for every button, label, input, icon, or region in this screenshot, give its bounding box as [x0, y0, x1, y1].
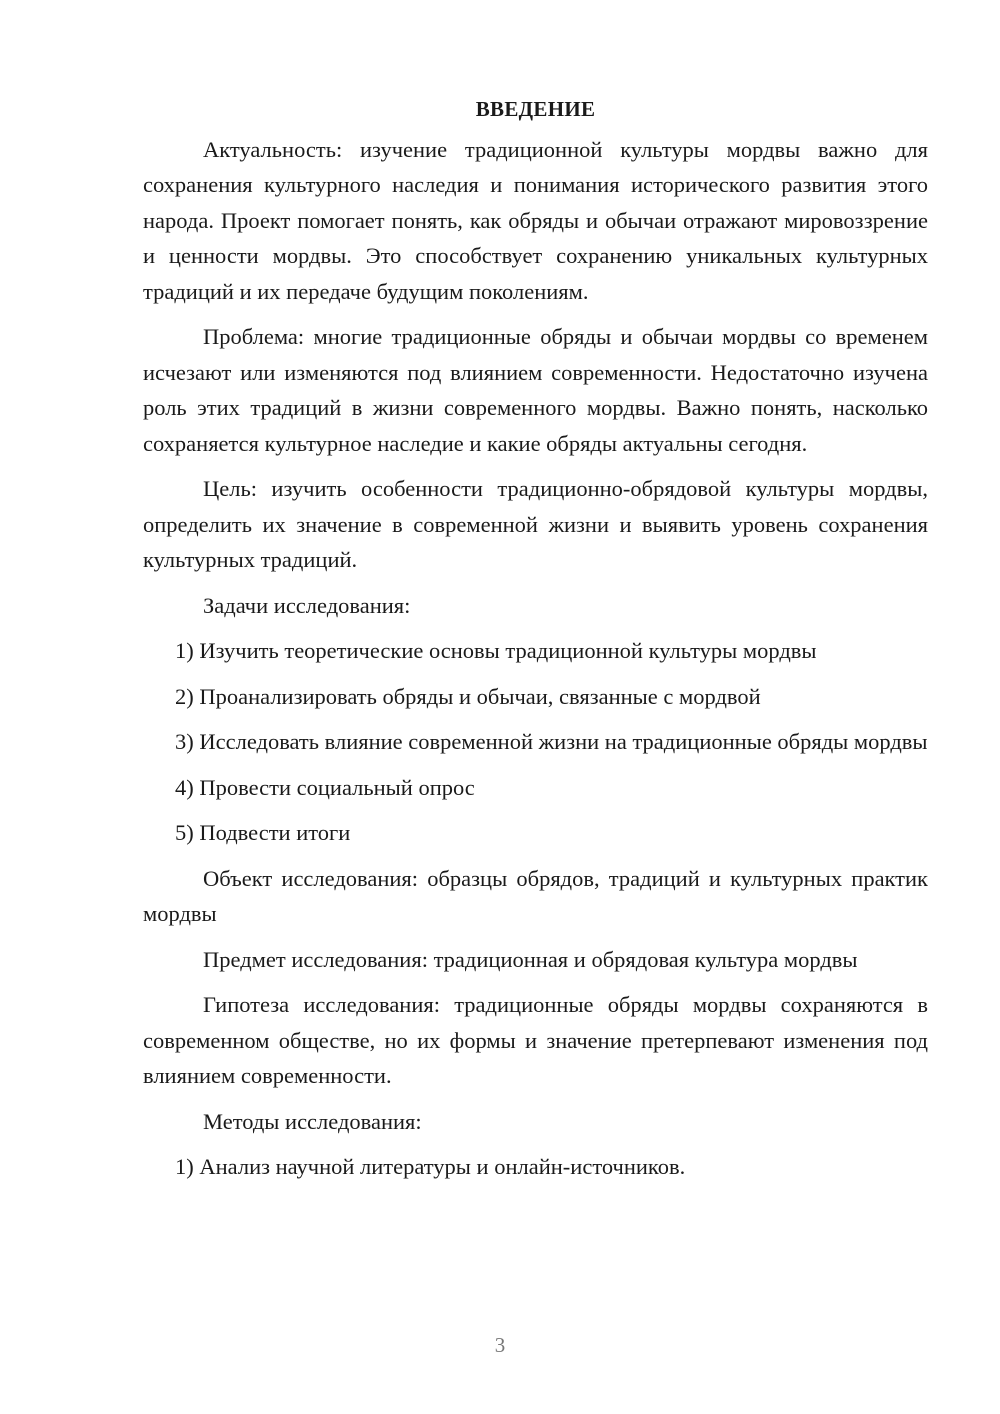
paragraph-relevance: Актуальность: изучение традиционной культуры мордвы важно для сохранения культурного наследия и понимания исторического развития этого народа. Проект помогает понять, как обряды и обычаи отражают мировоззрение и ценности мордвы. Это способствует сохранению уникальных культурных традиций и их передаче будущим поколениям.: [143, 136, 928, 304]
section-heading: ВВЕДЕНИЕ: [475, 97, 596, 121]
tasks-heading: Задачи исследования:: [203, 592, 411, 618]
paragraph-subject: Предмет исследования: традиционная и обрядовая культура мордвы: [203, 946, 858, 972]
task-item: 5) Подвести итоги: [175, 820, 351, 845]
methods-heading: Методы исследования:: [203, 1108, 422, 1134]
task-item: 4) Провести социальный опрос: [175, 774, 475, 800]
paragraph-goal: Цель: изучить особенности традиционно-обрядовой культуры мордвы, определить их значение в современной жизни и выявить уровень сохранения культурных традиций.: [143, 476, 928, 572]
paragraph-problem: Проблема: многие традиционные обряды и обычаи мордвы со временем исчезают или изменяются под влиянием современности. Недостаточно изучена роль этих традиций в жизни современного мордвы. Важно понять, насколько сохраняется культурное наследие и какие обряды актуальны сегодня.: [143, 324, 928, 456]
document-page: [143, 92, 928, 1195]
task-item: 3) Исследовать влияние современной жизни на традиционные обряды мордвы: [175, 729, 928, 754]
paragraph-hypothesis: Гипотеза исследования: традиционные обряды мордвы сохраняются в современном обществе, но их формы и значение претерпевают изменения под влиянием современности.: [143, 992, 928, 1088]
page-number: 3: [494, 1333, 506, 1357]
task-item: 1) Изучить теоретические основы традиционной культуры мордвы: [175, 638, 817, 663]
task-item: 2) Проанализировать обряды и обычаи, связанные с мордвой: [175, 683, 761, 709]
paragraph-object: Объект исследования: образцы обрядов, традиций и культурных практик мордвы: [143, 865, 928, 926]
method-item: 1) Анализ научной литературы и онлайн-источников.: [175, 1154, 686, 1179]
